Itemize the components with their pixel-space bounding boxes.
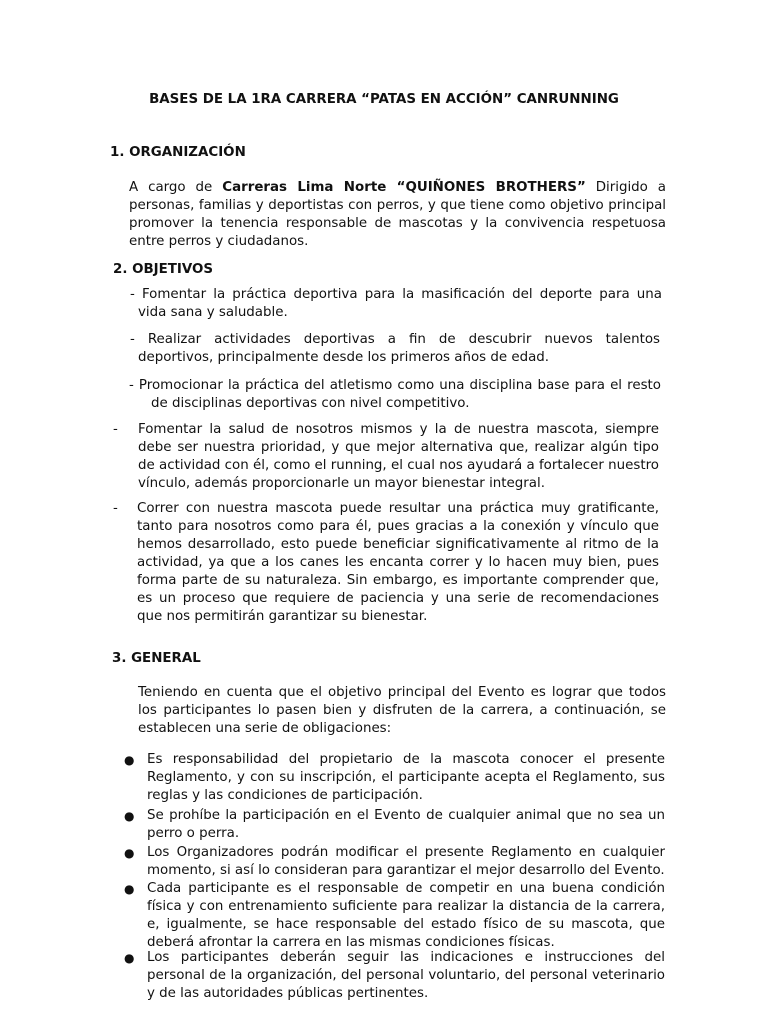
organizacion-paragraph xyxy=(129,179,666,251)
objetivo-item-4-text: Fomentar la salud de nosotros mismos y la de nuestra mascota, siempre debe ser nuestra prioridad, y que mejor alternativa que, realizar algún tipo de actividad con él, como el running, el cual nos ayudará a fortalecer nuestro vínculo, además proporcionarle un mayor bienestar integral. xyxy=(138,422,659,491)
objetivo-item-3-text: - Promocionar la práctica del atletismo como una disciplina base para el resto de disciplinas deportivas con nivel competitivo. xyxy=(129,378,661,411)
general-bullet-3-text: Los Organizadores podrán modificar el presente Reglamento en cualquier momento, si así lo consideran para garantizar el mejor desarrollo del Evento. xyxy=(147,845,665,878)
objetivo-item-2-text: - Realizar actividades deportivas a fin de descubrir nuevos talentos deportivos, principalmente desde los primeros años de edad. xyxy=(130,332,660,365)
document-title: BASES DE LA 1RA CARRERA “PATAS EN ACCIÓN” CANRUNNING xyxy=(149,92,619,107)
section-heading-general: 3. GENERAL xyxy=(112,651,201,666)
bullet-icon: ● xyxy=(124,753,135,767)
general-bullet-2-text: Se prohíbe la participación en el Evento de cualquier animal que no sea un perro o perra. xyxy=(147,808,665,841)
bullet-icon: ● xyxy=(124,951,135,965)
objetivo-item-5-dash: - xyxy=(113,501,118,516)
section-heading-objetivos: 2. OBJETIVOS xyxy=(113,262,214,277)
general-bullet-5-text: Los participantes deberán seguir las indicaciones e instrucciones del personal de la organización, del personal voluntario, del personal veterinario y de las autoridades públicas pertinentes. xyxy=(147,950,665,1001)
organizacion-text-prefix: A cargo de xyxy=(129,180,223,195)
objetivo-item-4-dash: - xyxy=(113,422,118,437)
bullet-icon: ● xyxy=(124,809,135,823)
objetivo-item-1 xyxy=(130,286,662,322)
bullet-icon: ● xyxy=(124,846,135,860)
general-bullet-4-text: Cada participante es el responsable de competir en una buena condición física y con entrenamiento suficiente para realizar la distancia de la carrera, e, igualmente, se hace responsable del estado físico de su mascota, que deberá afrontar la carrera en las mismas condiciones físicas. xyxy=(147,881,665,950)
general-bullet-1-text: Es responsabilidad del propietario de la mascota conocer el presente Reglamento, y con su inscripción, el participante acepta el Reglamento, sus reglas y las condiciones de participación. xyxy=(147,752,665,803)
section-heading-organizacion: 1. ORGANIZACIÓN xyxy=(110,145,246,160)
objetivo-item-5-text: Correr con nuestra mascota puede resultar una práctica muy gratificante, tanto para nosotros como para él, pues gracias a la conexión y vínculo que hemos desarrollado, esto puede beneficiar significativamente al ritmo de la actividad, ya que a los canes les encanta correr y lo hacen muy bien, pues forma parte de su naturaleza. Sin embargo, es importante comprender que, es un proceso que requiere de paciencia y una serie de recomendaciones que nos permitirán garantizar su bienestar. xyxy=(137,501,659,624)
organizacion-org-name: Carreras Lima Norte “QUIÑONES BROTHERS” xyxy=(222,180,586,195)
general-intro: Teniendo en cuenta que el objetivo principal del Evento es lograr que todos los participantes lo pasen bien y disfruten de la carrera, a continuación, se establecen una serie de obligaciones: xyxy=(138,685,666,736)
organizacion-text-suffix: Dirigido a personas, familias y deportistas con perros, y que tiene como objetivo principal promover la tenencia responsable de mascotas y la convivencia respetuosa entre perros y ciudadanos. xyxy=(129,180,667,249)
objetivo-item-1-text: - Fomentar la práctica deportiva para la masificación del deporte para una vida sana y saludable. xyxy=(130,287,662,320)
objetivo-item-2 xyxy=(130,331,660,367)
objetivo-item-3 xyxy=(129,377,661,413)
bullet-icon: ● xyxy=(124,882,135,896)
